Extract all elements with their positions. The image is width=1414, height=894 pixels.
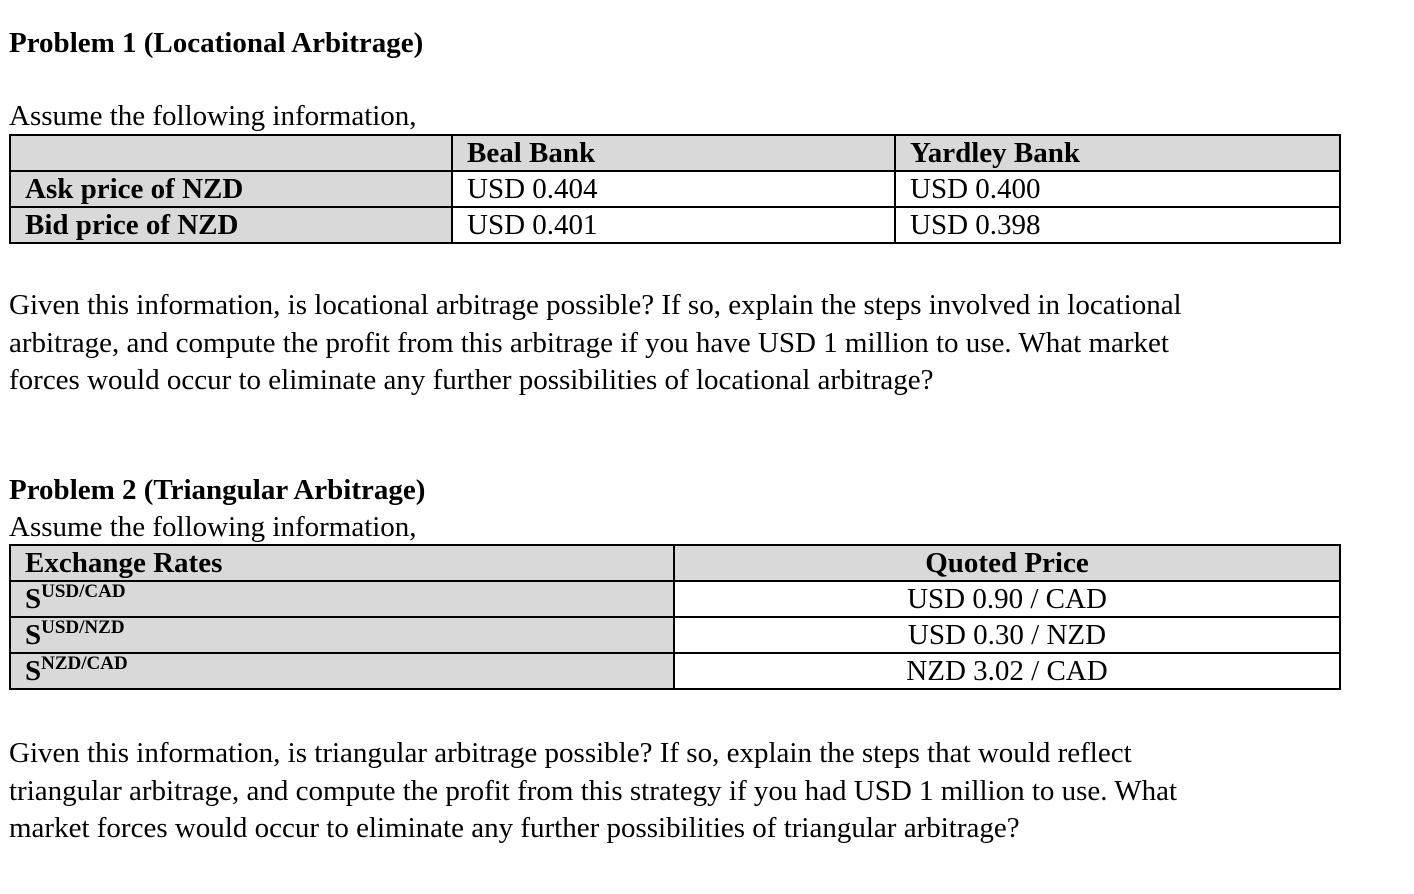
table-header-row	[10, 135, 1340, 171]
problem2-heading: Problem 2 (Triangular Arbitrage)	[9, 474, 426, 506]
beal-bid-price: USD 0.401	[452, 207, 895, 243]
header-quoted-price: Quoted Price	[674, 545, 1340, 581]
rate-usd-nzd-label	[10, 617, 674, 653]
header-yardley-bank: Yardley Bank	[895, 135, 1340, 171]
currency-pair: NZD/CAD	[41, 653, 128, 674]
problem1-heading: Problem 1 (Locational Arbitrage)	[9, 27, 424, 59]
row-label-bid: Bid price of NZD	[10, 207, 452, 243]
problem1-intro: Assume the following information,	[9, 100, 417, 132]
rate-usd-cad-price: USD 0.90 / CAD	[674, 581, 1340, 617]
question-line: forces would occur to eliminate any further possibilities of locational arbitrage?	[9, 364, 934, 396]
question-line: market forces would occur to eliminate any further possibilities of triangular arbitrage?	[9, 812, 1020, 844]
spot-rate-symbol: S	[25, 583, 42, 615]
table-row	[10, 653, 1340, 689]
header-beal-bank: Beal Bank	[452, 135, 895, 171]
question-line: Given this information, is locational arbitrage possible? If so, explain the steps involved in locational	[9, 289, 1182, 321]
locational-arbitrage-table	[9, 134, 1341, 244]
rate-usd-nzd-price: USD 0.30 / NZD	[674, 617, 1340, 653]
currency-pair: USD/NZD	[41, 617, 125, 638]
yardley-ask-price: USD 0.400	[895, 171, 1340, 207]
row-label-ask: Ask price of NZD	[10, 171, 452, 207]
spot-rate-symbol: S	[25, 655, 42, 687]
rate-nzd-cad-price: NZD 3.02 / CAD	[674, 653, 1340, 689]
table-row	[10, 171, 1340, 207]
rate-nzd-cad-label	[10, 653, 674, 689]
header-empty-cell	[10, 135, 452, 171]
spot-rate-symbol: S	[25, 619, 42, 651]
yardley-bid-price: USD 0.398	[895, 207, 1340, 243]
currency-pair: USD/CAD	[41, 581, 126, 602]
rate-usd-cad-label	[10, 581, 674, 617]
beal-ask-price: USD 0.404	[452, 171, 895, 207]
table-header-row	[10, 545, 1340, 581]
question-line: triangular arbitrage, and compute the profit from this strategy if you had USD 1 million to use. What	[9, 774, 1178, 807]
table-row	[10, 581, 1340, 617]
question-line: arbitrage, and compute the profit from this arbitrage if you have USD 1 million to use. What market	[9, 326, 1169, 359]
problem2-question	[9, 735, 1339, 848]
header-exchange-rates: Exchange Rates	[10, 545, 674, 581]
table-row	[10, 207, 1340, 243]
table-row	[10, 617, 1340, 653]
triangular-arbitrage-table	[9, 544, 1341, 690]
problem1-question	[9, 287, 1339, 400]
question-line: Given this information, is triangular arbitrage possible? If so, explain the steps that would reflect	[9, 737, 1132, 769]
problem2-intro: Assume the following information,	[9, 511, 417, 543]
